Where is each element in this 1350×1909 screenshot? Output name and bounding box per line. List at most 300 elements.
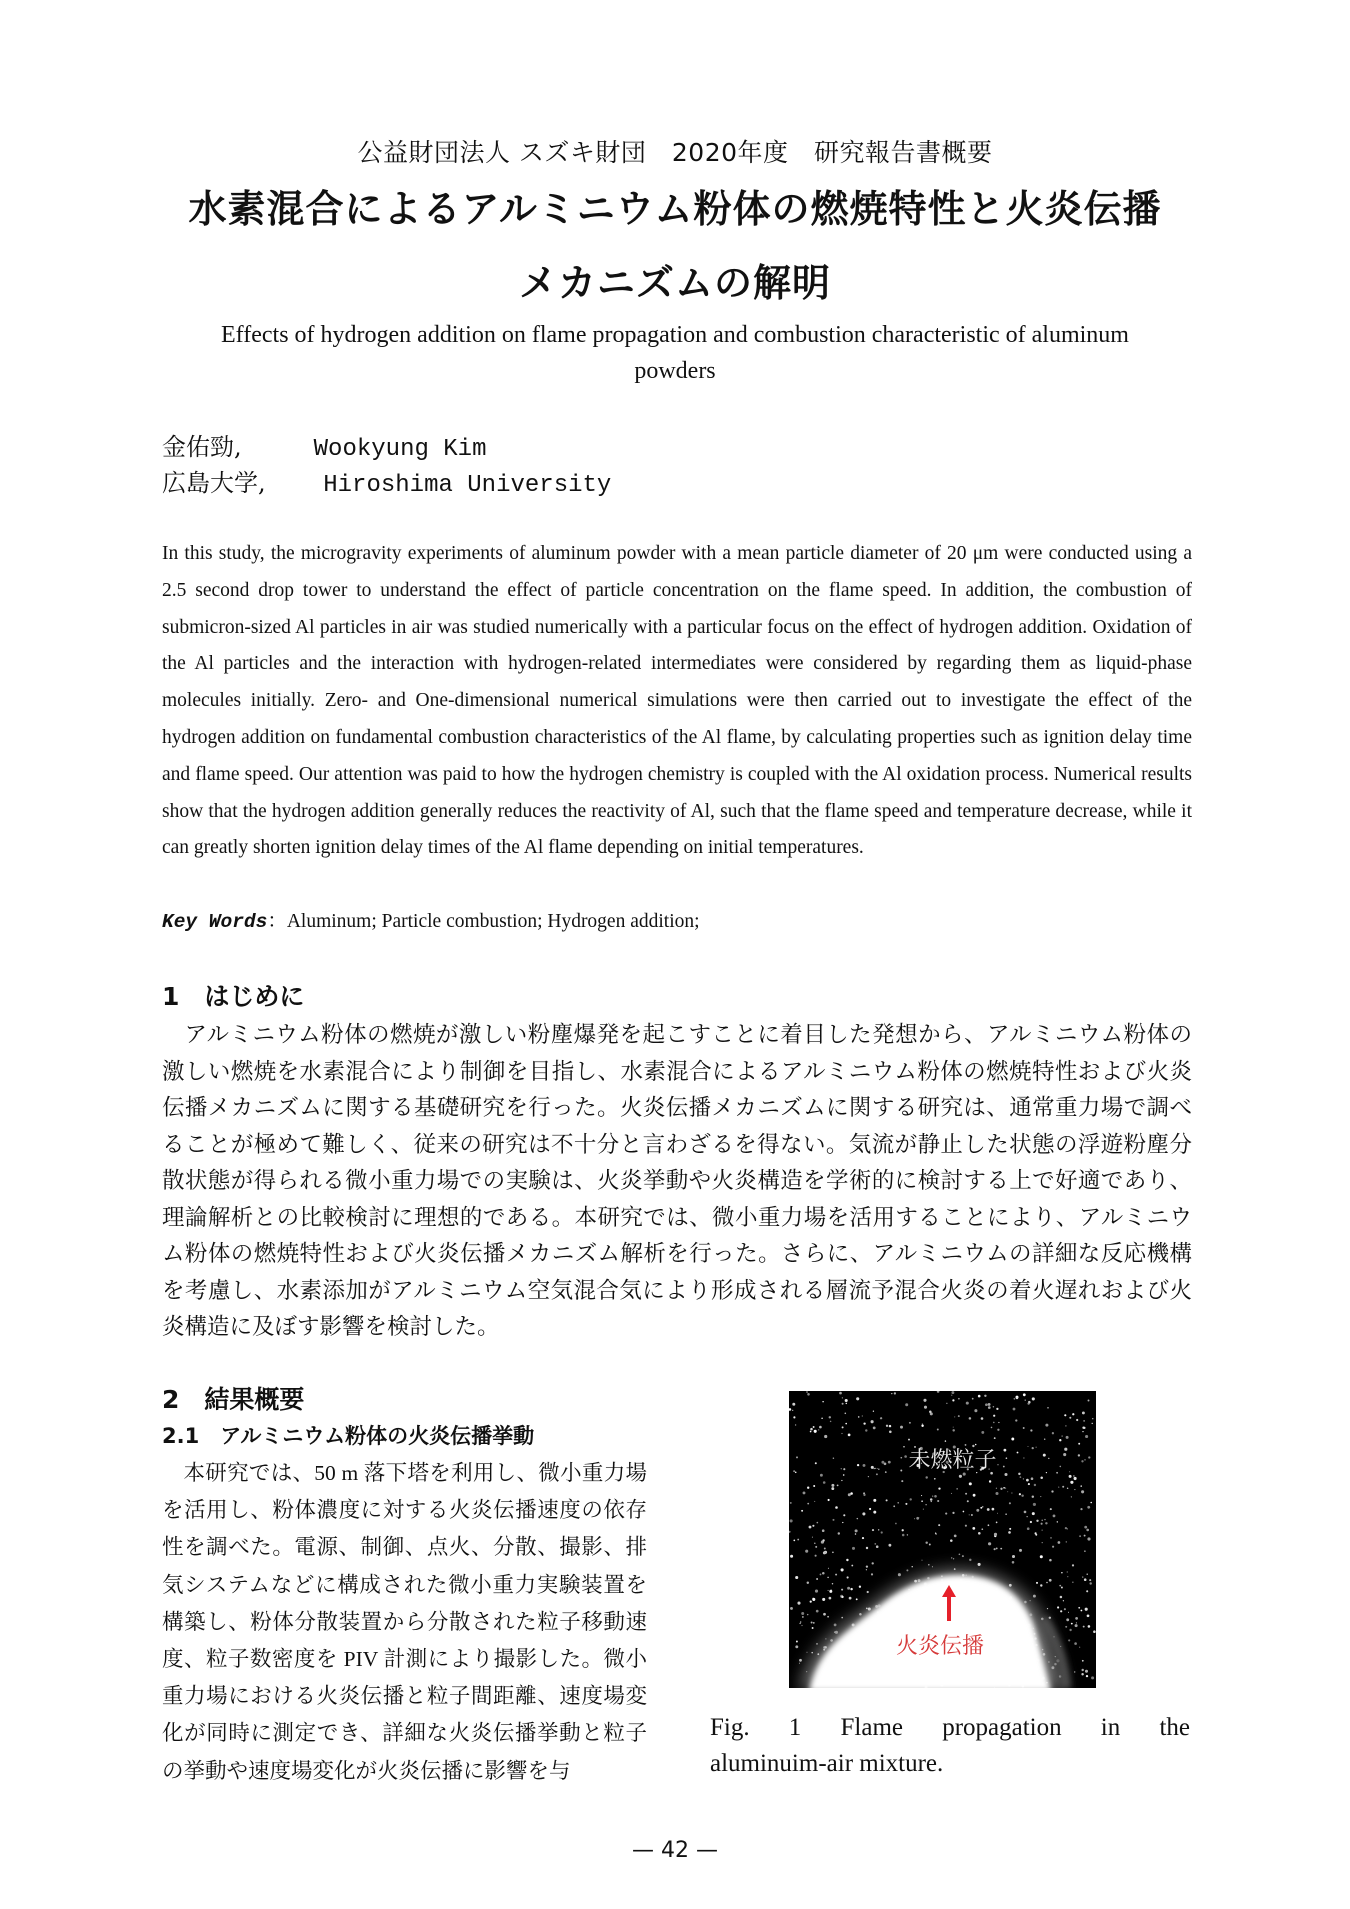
particle-dot bbox=[921, 1424, 923, 1426]
particle-dot bbox=[812, 1598, 815, 1601]
particle-dot bbox=[835, 1574, 837, 1576]
section-2-1-heading: 2.1 アルミニウム粉体の火炎伝播挙動 bbox=[162, 1424, 535, 1448]
particle-dot bbox=[1062, 1436, 1063, 1437]
particle-dot bbox=[852, 1547, 855, 1550]
particle-dot bbox=[1064, 1608, 1066, 1610]
particle-dot bbox=[810, 1428, 813, 1431]
particle-dot bbox=[823, 1613, 826, 1616]
particle-dot bbox=[995, 1492, 998, 1495]
particle-dot bbox=[952, 1512, 954, 1514]
particle-dot bbox=[850, 1588, 852, 1590]
particle-dot bbox=[816, 1610, 819, 1613]
particle-dot bbox=[1047, 1608, 1048, 1609]
particle-dot bbox=[1033, 1503, 1036, 1506]
particle-dot bbox=[1087, 1614, 1090, 1617]
particle-dot bbox=[867, 1591, 869, 1593]
section-1-heading: 1 はじめに bbox=[162, 982, 305, 1011]
particle-dot bbox=[1066, 1436, 1069, 1439]
particle-dot bbox=[811, 1622, 813, 1624]
particle-dot bbox=[929, 1544, 931, 1546]
particle-dot bbox=[806, 1391, 808, 1393]
particle-dot bbox=[872, 1562, 874, 1564]
particle-dot bbox=[863, 1422, 865, 1424]
particle-dot bbox=[801, 1612, 804, 1615]
particle-dot bbox=[950, 1539, 953, 1542]
particle-dot bbox=[902, 1534, 905, 1537]
particle-dot bbox=[938, 1524, 940, 1526]
particle-dot bbox=[1049, 1617, 1051, 1619]
particle-dot bbox=[996, 1488, 997, 1489]
particle-dot bbox=[1074, 1642, 1077, 1645]
particle-dot bbox=[1023, 1478, 1024, 1479]
particle-dot bbox=[847, 1576, 849, 1578]
particle-dot bbox=[945, 1513, 947, 1515]
particle-dot bbox=[1012, 1555, 1015, 1558]
particle-dot bbox=[922, 1423, 923, 1424]
particle-dot bbox=[839, 1392, 842, 1395]
particle-dot bbox=[1093, 1630, 1096, 1633]
particle-dot bbox=[822, 1598, 825, 1601]
particle-dot bbox=[902, 1529, 904, 1531]
particle-dot bbox=[1080, 1508, 1082, 1510]
particle-dot bbox=[1069, 1417, 1071, 1419]
particle-dot bbox=[790, 1607, 793, 1610]
particle-dot bbox=[1083, 1626, 1085, 1628]
particle-dot bbox=[946, 1403, 947, 1404]
particle-dot bbox=[981, 1417, 984, 1420]
particle-dot bbox=[1000, 1548, 1002, 1550]
particle-dot bbox=[816, 1643, 818, 1645]
particle-dot bbox=[832, 1551, 834, 1553]
particle-dot bbox=[1023, 1393, 1026, 1396]
particle-dot bbox=[969, 1482, 972, 1485]
particle-dot bbox=[1045, 1424, 1048, 1427]
particle-dot bbox=[820, 1474, 823, 1477]
particle-dot bbox=[813, 1485, 815, 1487]
particle-dot bbox=[812, 1525, 814, 1527]
particle-dot bbox=[1074, 1477, 1077, 1480]
particle-dot bbox=[881, 1531, 883, 1533]
particle-dot bbox=[906, 1569, 908, 1571]
particle-dot bbox=[984, 1395, 986, 1397]
particle-dot bbox=[985, 1403, 988, 1406]
particle-dot bbox=[849, 1597, 852, 1600]
affiliation-en: Hiroshima University bbox=[323, 472, 612, 499]
particle-dot bbox=[1005, 1487, 1006, 1488]
particle-dot bbox=[866, 1565, 868, 1567]
particle-dot bbox=[1082, 1431, 1083, 1432]
particle-dot bbox=[848, 1434, 851, 1437]
particle-dot bbox=[1085, 1608, 1088, 1611]
particle-dot bbox=[814, 1501, 815, 1502]
particle-dot bbox=[930, 1498, 933, 1501]
particle-dot bbox=[824, 1435, 827, 1438]
particle-dot bbox=[891, 1393, 892, 1394]
particle-dot bbox=[850, 1492, 853, 1495]
particle-dot bbox=[1085, 1670, 1088, 1673]
particle-dot bbox=[1067, 1576, 1068, 1577]
particle-dot bbox=[976, 1509, 979, 1512]
particle-dot bbox=[897, 1502, 899, 1504]
particle-dot bbox=[799, 1623, 800, 1624]
particle-dot bbox=[825, 1552, 826, 1553]
particle-dot bbox=[816, 1578, 818, 1580]
particle-dot bbox=[1016, 1397, 1018, 1399]
particle-dot bbox=[971, 1514, 973, 1516]
particle-dot bbox=[790, 1555, 793, 1558]
particle-dot bbox=[925, 1476, 927, 1478]
particle-dot bbox=[928, 1564, 930, 1566]
particle-dot bbox=[931, 1501, 932, 1502]
particle-dot bbox=[855, 1529, 858, 1532]
particle-dot bbox=[829, 1416, 831, 1418]
particle-dot bbox=[1008, 1531, 1011, 1534]
particle-dot bbox=[1089, 1582, 1091, 1584]
particle-dot bbox=[1050, 1537, 1052, 1539]
particle-dot bbox=[1081, 1673, 1083, 1675]
particle-dot bbox=[1068, 1612, 1069, 1613]
particle-dot bbox=[1052, 1432, 1054, 1434]
particle-dot bbox=[889, 1430, 892, 1433]
particle-dot bbox=[843, 1474, 845, 1476]
particle-dot bbox=[1034, 1484, 1036, 1486]
particle-dot bbox=[830, 1421, 832, 1423]
particle-dot bbox=[978, 1563, 981, 1566]
particle-dot bbox=[856, 1397, 859, 1400]
particle-dot bbox=[1012, 1561, 1015, 1564]
particle-dot bbox=[997, 1513, 998, 1514]
author-affiliation-row bbox=[162, 463, 611, 499]
particle-dot bbox=[1071, 1496, 1072, 1497]
particle-dot bbox=[1041, 1520, 1043, 1522]
particle-dot bbox=[1090, 1502, 1092, 1504]
particle-dot bbox=[1015, 1419, 1017, 1421]
particle-dot bbox=[1053, 1515, 1056, 1518]
particle-dot bbox=[969, 1417, 972, 1420]
particle-dot bbox=[1036, 1520, 1038, 1522]
particle-dot bbox=[871, 1420, 874, 1423]
particle-dot bbox=[1082, 1411, 1085, 1414]
particle-dot bbox=[1072, 1582, 1073, 1583]
particle-dot bbox=[966, 1402, 969, 1405]
particle-dot bbox=[929, 1411, 932, 1414]
particle-dot bbox=[1057, 1521, 1058, 1522]
particle-dot bbox=[847, 1587, 850, 1590]
particle-dot bbox=[893, 1505, 895, 1507]
particle-dot bbox=[1023, 1427, 1025, 1429]
particle-dot bbox=[1076, 1622, 1077, 1623]
particle-dot bbox=[1033, 1595, 1036, 1598]
particle-dot bbox=[878, 1529, 879, 1530]
particle-dot bbox=[838, 1532, 840, 1534]
particle-dot bbox=[982, 1506, 984, 1508]
particle-dot bbox=[868, 1476, 869, 1477]
particle-dot bbox=[912, 1566, 913, 1567]
particle-dot bbox=[1013, 1408, 1016, 1411]
particle-dot bbox=[812, 1537, 813, 1538]
particle-dot bbox=[832, 1519, 834, 1521]
particle-dot bbox=[889, 1425, 891, 1427]
particle-dot bbox=[978, 1532, 981, 1535]
particle-dot bbox=[1020, 1476, 1022, 1478]
particle-dot bbox=[790, 1519, 793, 1522]
particle-dot bbox=[1026, 1479, 1029, 1482]
particle-dot bbox=[866, 1569, 867, 1570]
particle-dot bbox=[921, 1495, 922, 1496]
figure-1-flame-image bbox=[789, 1391, 1096, 1688]
particle-dot bbox=[1075, 1624, 1078, 1627]
particle-dot bbox=[799, 1659, 802, 1662]
particle-dot bbox=[951, 1391, 954, 1394]
particle-dot bbox=[1040, 1496, 1041, 1497]
particle-dot bbox=[1049, 1559, 1052, 1562]
particle-dot bbox=[822, 1529, 825, 1532]
particle-dot bbox=[1086, 1590, 1088, 1592]
particle-dot bbox=[845, 1413, 847, 1415]
particle-dot bbox=[1079, 1535, 1081, 1537]
particle-dot bbox=[910, 1498, 912, 1500]
particle-dot bbox=[1059, 1585, 1061, 1587]
particle-dot bbox=[865, 1429, 867, 1431]
particle-dot bbox=[813, 1426, 815, 1428]
particle-dot bbox=[835, 1506, 838, 1509]
report-header: 公益財団法人 スズキ財団 2020年度 研究報告書概要 bbox=[357, 138, 993, 167]
particle-dot bbox=[1042, 1530, 1043, 1531]
particle-dot bbox=[1088, 1400, 1090, 1402]
particle-dot bbox=[957, 1488, 958, 1489]
particle-dot bbox=[1025, 1399, 1026, 1400]
particle-dot bbox=[951, 1493, 952, 1494]
particle-dot bbox=[905, 1403, 908, 1406]
particle-dot bbox=[837, 1484, 839, 1486]
particle-dot bbox=[962, 1555, 964, 1557]
particle-dot bbox=[1092, 1423, 1093, 1424]
particle-dot bbox=[1032, 1397, 1035, 1400]
particle-dot bbox=[813, 1622, 815, 1624]
particle-dot bbox=[809, 1526, 812, 1529]
keywords-list: Aluminum; Particle combustion; Hydrogen addition; bbox=[286, 911, 700, 932]
particle-dot bbox=[1087, 1574, 1088, 1575]
particle-dot bbox=[1052, 1546, 1054, 1548]
particle-dot bbox=[925, 1504, 926, 1505]
particle-dot bbox=[958, 1398, 960, 1400]
particle-dot bbox=[862, 1512, 865, 1515]
particle-dot bbox=[923, 1399, 926, 1402]
particle-dot bbox=[807, 1582, 809, 1584]
particle-dot bbox=[841, 1589, 843, 1591]
particle-dot bbox=[951, 1557, 952, 1558]
particle-dot bbox=[856, 1598, 858, 1600]
particle-dot bbox=[842, 1397, 843, 1398]
particle-dot bbox=[973, 1494, 976, 1497]
particle-dot bbox=[1065, 1425, 1066, 1426]
particle-dot bbox=[792, 1410, 793, 1411]
particle-dot bbox=[1081, 1490, 1084, 1493]
particle-dot bbox=[935, 1533, 936, 1534]
particle-dot bbox=[988, 1406, 991, 1409]
particle-dot bbox=[1058, 1486, 1059, 1487]
particle-dot bbox=[801, 1625, 802, 1626]
particle-dot bbox=[792, 1403, 795, 1406]
particle-dot bbox=[1051, 1490, 1053, 1492]
particle-dot bbox=[991, 1427, 993, 1429]
particle-dot bbox=[815, 1590, 818, 1593]
particle-dot bbox=[1072, 1564, 1074, 1566]
particle-dot bbox=[1014, 1398, 1016, 1400]
particle-dot bbox=[1066, 1618, 1069, 1621]
particle-dot bbox=[994, 1533, 997, 1536]
particle-dot bbox=[1009, 1502, 1011, 1504]
particle-dot bbox=[937, 1500, 939, 1502]
particle-dot bbox=[873, 1499, 876, 1502]
particle-dot bbox=[845, 1423, 847, 1425]
particle-dot bbox=[862, 1537, 864, 1539]
particle-dot bbox=[981, 1528, 983, 1530]
particle-dot bbox=[1060, 1596, 1063, 1599]
particle-dot bbox=[1067, 1571, 1068, 1572]
particle-dot bbox=[842, 1426, 844, 1428]
particle-dot bbox=[1065, 1626, 1067, 1628]
particle-dot bbox=[907, 1534, 908, 1535]
particle-dot bbox=[996, 1408, 998, 1410]
particle-dot bbox=[952, 1429, 954, 1431]
particle-dot bbox=[829, 1597, 832, 1600]
particle-dot bbox=[965, 1525, 967, 1527]
keywords-separator: ： bbox=[267, 911, 287, 932]
particle-dot bbox=[1088, 1625, 1091, 1628]
particle-dot bbox=[810, 1431, 812, 1433]
particle-dot bbox=[827, 1616, 829, 1618]
particle-dot bbox=[981, 1431, 984, 1434]
particle-dot bbox=[1046, 1582, 1048, 1584]
particle-dot bbox=[974, 1409, 977, 1412]
particle-dot bbox=[1011, 1438, 1014, 1441]
particle-dot bbox=[862, 1415, 863, 1416]
particle-dot bbox=[972, 1527, 975, 1530]
particle-dot bbox=[807, 1487, 809, 1489]
particle-dot bbox=[1082, 1660, 1084, 1662]
particle-dot bbox=[818, 1429, 819, 1430]
particle-dot bbox=[805, 1550, 808, 1553]
particle-dot bbox=[993, 1422, 995, 1424]
particle-dot bbox=[1087, 1537, 1090, 1540]
figure-1-caption-line-2: aluminuim-air mixture. bbox=[710, 1750, 944, 1777]
figure-1-caption-line-1: Fig. 1 Flame propagation in the bbox=[710, 1714, 1190, 1741]
particle-dot bbox=[1019, 1493, 1021, 1495]
particle-dot bbox=[895, 1523, 897, 1525]
particle-dot bbox=[988, 1403, 991, 1406]
particle-dot bbox=[873, 1511, 876, 1514]
particle-dot bbox=[1081, 1669, 1083, 1671]
particle-dot bbox=[1087, 1506, 1090, 1509]
author-name-en: Wookyung Kim bbox=[313, 436, 487, 463]
particle-dot bbox=[953, 1427, 954, 1428]
particle-dot bbox=[994, 1437, 996, 1439]
particle-dot bbox=[996, 1547, 998, 1549]
particle-dot bbox=[827, 1577, 829, 1579]
particle-dot bbox=[963, 1511, 965, 1513]
particle-dot bbox=[969, 1514, 970, 1515]
particle-dot bbox=[1049, 1579, 1052, 1582]
particle-dot bbox=[1066, 1541, 1068, 1543]
particle-dot bbox=[1000, 1488, 1002, 1490]
particle-dot bbox=[898, 1573, 901, 1576]
particle-dot bbox=[1042, 1542, 1043, 1543]
particle-dot bbox=[1062, 1486, 1064, 1488]
keywords-line bbox=[162, 904, 1192, 940]
particle-dot bbox=[969, 1559, 971, 1561]
particle-dot bbox=[953, 1558, 954, 1559]
particle-dot bbox=[959, 1553, 961, 1555]
english-title: Effects of hydrogen addition on flame propagation and combustion characteristic of aluminum powders bbox=[221, 322, 1129, 384]
keywords-label: Key Words bbox=[162, 911, 268, 933]
particle-dot bbox=[1071, 1623, 1073, 1625]
particle-dot bbox=[828, 1590, 829, 1591]
particle-dot bbox=[901, 1480, 903, 1482]
particle-dot bbox=[810, 1600, 812, 1602]
particle-dot bbox=[819, 1426, 822, 1429]
particle-dot bbox=[987, 1508, 990, 1511]
particle-dot bbox=[796, 1641, 798, 1643]
particle-dot bbox=[934, 1478, 936, 1480]
particle-dot bbox=[846, 1403, 848, 1405]
particle-dot bbox=[1027, 1516, 1028, 1517]
particle-dot bbox=[1075, 1617, 1078, 1620]
particle-dot bbox=[996, 1522, 998, 1524]
particle-dot bbox=[1050, 1508, 1052, 1510]
particle-dot bbox=[830, 1589, 831, 1590]
particle-dot bbox=[876, 1545, 879, 1548]
particle-dot bbox=[812, 1627, 814, 1629]
particle-dot bbox=[1041, 1523, 1043, 1525]
particle-dot bbox=[799, 1663, 800, 1664]
particle-dot bbox=[846, 1559, 848, 1561]
particle-dot bbox=[1084, 1535, 1086, 1537]
particle-dot bbox=[1044, 1438, 1045, 1439]
particle-dot bbox=[1084, 1578, 1087, 1581]
particle-dot bbox=[978, 1395, 981, 1398]
particle-dot bbox=[871, 1573, 873, 1575]
unburned-particles-label: 未燃粒子 bbox=[908, 1448, 997, 1473]
particle-dot bbox=[886, 1425, 888, 1427]
particle-dot bbox=[972, 1398, 974, 1400]
particle-dot bbox=[880, 1417, 882, 1419]
particle-dot bbox=[831, 1487, 834, 1490]
particle-dot bbox=[1082, 1426, 1084, 1428]
particle-dot bbox=[1035, 1534, 1037, 1536]
particle-dot bbox=[820, 1573, 822, 1575]
particle-dot bbox=[1069, 1629, 1071, 1631]
particle-dot bbox=[980, 1507, 982, 1509]
particle-dot bbox=[1011, 1492, 1012, 1493]
particle-dot bbox=[1082, 1577, 1083, 1578]
particle-dot bbox=[914, 1518, 915, 1519]
particle-dot bbox=[828, 1568, 829, 1569]
particle-dot bbox=[821, 1418, 823, 1420]
particle-dot bbox=[1060, 1610, 1062, 1612]
particle-dot bbox=[918, 1517, 919, 1518]
particle-dot bbox=[1057, 1606, 1059, 1608]
particle-dot bbox=[841, 1596, 843, 1598]
particle-dot bbox=[1068, 1639, 1070, 1641]
particle-dot bbox=[888, 1544, 891, 1547]
particle-dot bbox=[1019, 1549, 1022, 1552]
particle-dot bbox=[1058, 1541, 1061, 1544]
particle-dot bbox=[843, 1514, 845, 1516]
particle-dot bbox=[858, 1416, 860, 1418]
particle-dot bbox=[834, 1624, 837, 1627]
particle-dot bbox=[1047, 1407, 1049, 1409]
